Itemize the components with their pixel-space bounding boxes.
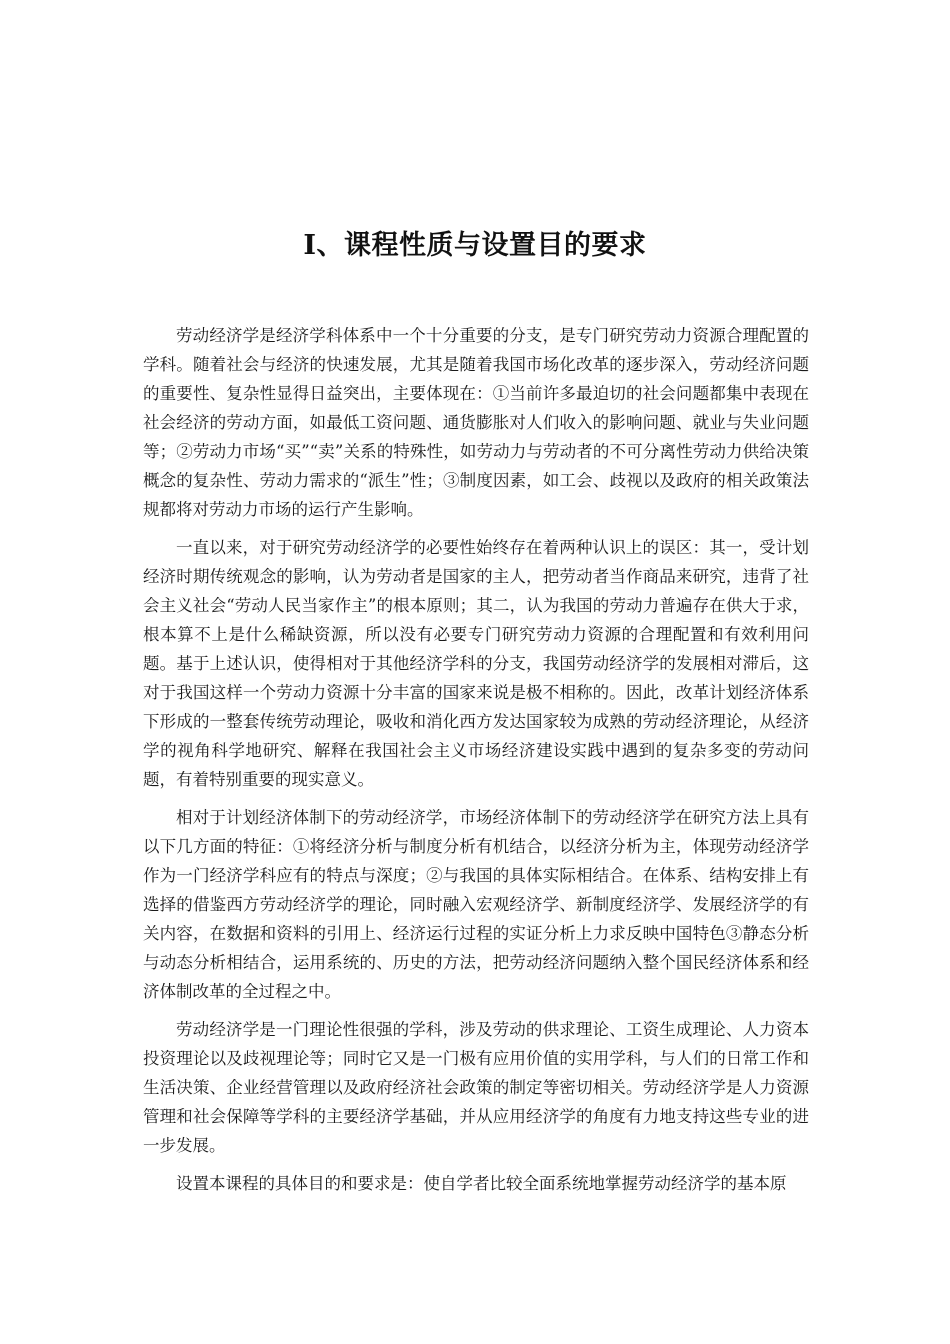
paragraph: 设置本课程的具体目的和要求是：使自学者比较全面系统地掌握劳动经济学的基本原 <box>176 1174 787 1193</box>
paragraph: 相对于计划经济体制下的劳动经济学，市场经济体制下的劳动经济学在研究方法上具有以下几方面的特征：①将经济分析与制度分析有机结合，以经济分析为主，体现劳动经济学作为一门经济学科应有的特点与深度；②与我国的具体实际相结合。在体系、结构安排上有选择的借鉴西方劳动经济学的理论，同时融入宏观经济学、新制度经济学、发展经济学的有关内容，在数据和资料的引用上、经济运行过程的实证分析上力求反映中国特色③静态分析与动态分析相结合，运用系统的、历史的方法，把劳动经济问题纳入整个国民经济体系和经济体制改革的全过程之中。 <box>143 808 809 1001</box>
section-title: I、课程性质与设置目的要求 <box>303 230 647 262</box>
section-body <box>143 321 809 1207</box>
paragraph: 劳动经济学是经济学科体系中一个十分重要的分支，是专门研究劳动力资源合理配置的学科。随着社会与经济的快速发展，尤其是随着我国市场化改革的逐步深入，劳动经济问题的重要性、复杂性显得日益突出，主要体现在：①当前许多最迫切的社会问题都集中表现在社会经济的劳动方面，如最低工资问题、通货膨胀对人们收入的影响问题、就业与失业问题等；②劳动力市场“买”“卖”关系的特殊性，如劳动力与劳动者的不可分离性劳动力供给决策概念的复杂性、劳动力需求的“派生”性；③制度因素，如工会、歧视以及政府的相关政策法规都将对劳动力市场的运行产生影响。 <box>143 326 809 519</box>
paragraph: 一直以来，对于研究劳动经济学的必要性始终存在着两种认识上的误区：其一，受计划经济时期传统观念的影响，认为劳动者是国家的主人，把劳动者当作商品来研究，违背了社会主义社会“劳动人民当家作主”的根本原则；其二，认为我国的劳动力普遍存在供大于求，根本算不上是什么稀缺资源，所以没有必要专门研究劳动力资源的合理配置和有效利用问题。基于上述认识，使得相对于其他经济学科的分支，我国劳动经济学的发展相对滞后，这对于我国这样一个劳动力资源十分丰富的国家来说是极不相称的。因此，改革计划经济体系下形成的一整套传统劳动理论，吸收和消化西方发达国家较为成熟的劳动经济理论，从经济学的视角科学地研究、解释在我国社会主义市场经济建设实践中遇到的复杂多变的劳动问题，有着特别重要的现实意义。 <box>143 538 809 789</box>
paragraph: 劳动经济学是一门理论性很强的学科，涉及劳动的供求理论、工资生成理论、人力资本投资理论以及歧视理论等；同时它又是一门极有应用价值的实用学科，与人们的日常工作和生活决策、企业经营管理以及政府经济社会政策的制定等密切相关。劳动经济学是人力资源管理和社会保障等学科的主要经济学基础，并从应用经济学的角度有力地支持这些专业的进一步发展。 <box>143 1020 809 1155</box>
